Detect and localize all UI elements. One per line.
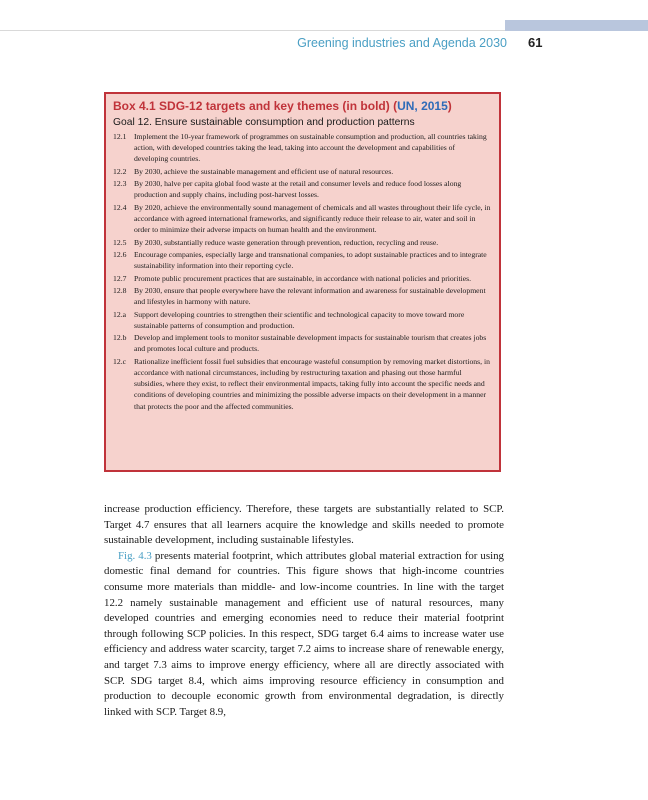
target-item (113, 202, 491, 236)
body-paragraph-2 (104, 549, 504, 721)
target-item (113, 166, 491, 177)
target-number: 12.3 (113, 179, 127, 189)
target-number: 12.8 (113, 285, 127, 295)
target-number: 12.4 (113, 202, 127, 212)
target-number: 12.b (113, 333, 127, 343)
box-goal: Goal 12. Ensure sustainable consumption and production patterns (113, 117, 415, 128)
target-text: By 2030, halve per capita global food waste at the retail and consumer levels and reduce food losses along production and supply chains, including post-harvest losses. (134, 179, 462, 200)
target-number: 12.c (113, 356, 127, 366)
target-text: Encourage companies, especially large and transnational companies, to adopt sustainable practices and to integrate sustainability information into their reporting cycle. (134, 249, 487, 271)
target-item (113, 178, 491, 200)
target-text: By 2030, achieve the sustainable management and efficient use of natural resources. (134, 166, 394, 176)
box-title (113, 99, 491, 114)
target-text: Support developing countries to strengthen their scientific and technological capacity to move toward more sustainable patterns of consumption and production. (134, 309, 465, 330)
target-text: Implement the 10-year framework of programmes on sustainable consumption and production, all countries taking action, with developed countries taking the lead, taking into account the development and capabilities of developing countries. (134, 132, 487, 164)
page-number: 61 (528, 35, 543, 50)
header-accent-bar (505, 20, 648, 31)
body-text (104, 502, 504, 720)
target-number: 12.5 (113, 237, 127, 247)
figure-reference-link[interactable]: Fig. 4.3 (118, 549, 152, 562)
target-text: By 2030, ensure that people everywhere have the relevant information and awareness for sustainable development and lifestyles in harmony with nature. (134, 285, 486, 307)
target-text: By 2020, achieve the environmentally sound management of chemicals and all wastes throughout their life cycle, in accordance with agreed international frameworks, and significantly reduce their release to air, water and soil in order to minimize their adverse impacts on human health and the environment. (134, 202, 491, 235)
box-title-text: Box 4.1 SDG-12 targets and key themes (in bold) ( (113, 99, 398, 113)
target-item (113, 309, 491, 331)
body-paragraph-1: increase production efficiency. Therefore, these targets are substantially related to SCP. Target 4.7 ensures that all learners acquire the knowledge and skills needed to promote sustainable development, including sustainable lifestyles. (104, 503, 504, 547)
running-title: Greening industries and Agenda 2030 (297, 36, 507, 50)
target-number: 12.1 (113, 132, 127, 141)
target-item (113, 131, 491, 165)
target-number: 12.a (113, 309, 127, 319)
target-number: 12.2 (113, 166, 127, 176)
target-number: 12.7 (113, 273, 127, 283)
box-citation-link[interactable]: UN, 2015 (397, 99, 448, 113)
target-item (113, 285, 491, 307)
target-text: Develop and implement tools to monitor sustainable development impacts for sustainable tourism that creates jobs and promotes local culture and products. (134, 333, 487, 354)
target-item (113, 273, 491, 284)
target-item (113, 356, 491, 412)
body-paragraph-2-text: presents material footprint, which attributes global material extraction for using domestic final demand for countries. This figure shows that high-income countries consume more materials than middle- and low-income countries. In line with the target 12.2 namely sustainable management and efficient use of natural resources, many developed countries and emerging economies need to reduce their material footprint through following SCP policies. In this respect, SDG target 6.4 aims to increase water use efficiency and address water scarcity, target 7.2 aims to increase share of renewable energy, and target 7.3 aims to improve energy efficiency, where all are directly associated with SCP. SDG target 8.4, which aims improving resource efficiency in consumption and production to decouple economic growth from environmental degradation, is directly linked with SCP. Target 8.9, (104, 549, 504, 718)
box-title-end: ) (447, 99, 452, 113)
target-text: Rationalize inefficient fossil fuel subsidies that encourage wasteful consumption by removing market distortions, in accordance with national circumstances, including by restructuring taxation and phasing out those harmful subsidies, where they exist, to reflect their environmental impacts, taking fully into account the specific needs and conditions of developing countries and minimizing the possible adverse impacts on their development in a manner that protects the poor and the affected communities. (134, 356, 490, 411)
sdg12-box (104, 92, 501, 472)
target-item (113, 249, 491, 271)
target-item (113, 237, 491, 248)
target-number: 12.6 (113, 249, 127, 259)
target-text: By 2030, substantially reduce waste generation through prevention, reduction, recycling and reuse. (134, 237, 439, 247)
target-text: Promote public procurement practices that are sustainable, in accordance with national policies and priorities. (134, 273, 472, 283)
target-list (113, 131, 491, 412)
target-item (113, 332, 491, 354)
